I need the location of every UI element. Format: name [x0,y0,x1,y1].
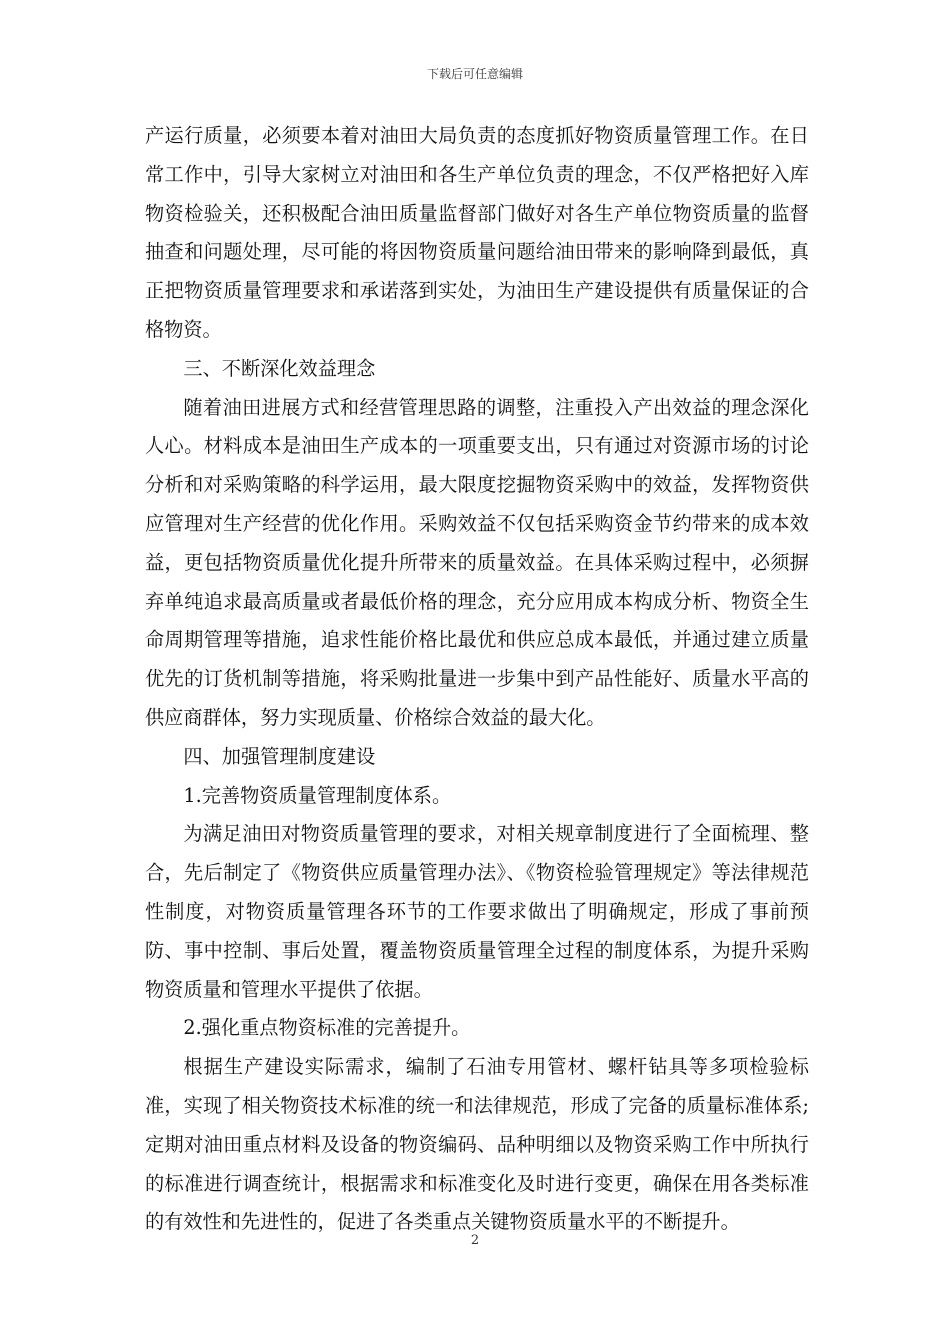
section-heading-management-system: 四、加强管理制度建设 [183,744,376,768]
page-header: 下载后可任意编辑 [426,67,523,81]
paragraph-quality-management-continuation: 产运行质量，必须要本着对油田大局负责的态度抓好物资质量管理工作。在日常工作中，引导大家树立对油田和各生产单位负责的理念，不仅严格把好入库物资检验关，还积极配合油田质量监督部门做好对各生产单位物资质量的监督抽查和问题处理，尽可能的将因物资质量问题给油田带来的影响降到最低，真正把物资质量管理要求和承诺落到实处，为油田生产建设提供有质量保证的合格物资。 [145,124,809,341]
subheading-quality-system: 1.完善物资质量管理制度体系。 [183,783,452,807]
subheading-key-standards: 2.强化重点物资标准的完善提升。 [183,1016,471,1040]
section-heading-efficiency: 三、不断深化效益理念 [183,356,376,380]
paragraph-efficiency-concept: 随着油田进展方式和经营管理思路的调整，注重投入产出效益的理念深化人心。材料成本是油田生产成本的一项重要支出，只有通过对资源市场的讨论分析和对采购策略的科学运用，最大限度挖掘物资采购中的效益，发挥物资供应管理对生产经营的优化作用。采购效益不仅包括采购资金节约带来的成本效益，更包括物资质量优化提升所带来的质量效益。在具体采购过程中，必须摒弃单纯追求最高质量或者最低价格的理念，充分应用成本构成分析、物资全生命周期管理等措施，追求性能价格比最优和供应总成本最低，并通过建立质量优先的订货机制等措施，将采购批量进一步集中到产品性能好、质量水平高的供应商群体，努力实现质量、价格综合效益的最大化。 [145,395,809,729]
paragraph-key-standards: 根据生产建设实际需求，编制了石油专用管材、螺杆钻具等多项检验标准，实现了相关物资技术标准的统一和法律规范，形成了完备的质量标准体系;定期对油田重点材料及设备的物资编码、品种明细以及物资采购工作中所执行的标准进行调查统计，根据需求和标准变化及时进行变更，确保在用各类标准的有效性和先进性的，促进了各类重点关键物资质量水平的不断提升。 [145,1055,809,1234]
paragraph-quality-system: 为满足油田对物资质量管理的要求，对相关规章制度进行了全面梳理、整合，先后制定了《物资供应质量管理办法》、《物资检验管理规定》等法律规范性制度，对物资质量管理各环节的工作要求做出了明确规定，形成了事前预防、事中控制、事后处置，覆盖物资质量管理全过程的制度体系，为提升采购物资质量和管理水平提供了依据。 [145,822,809,1001]
page-number: 2 [470,1233,480,1248]
document-body [145,117,809,1242]
